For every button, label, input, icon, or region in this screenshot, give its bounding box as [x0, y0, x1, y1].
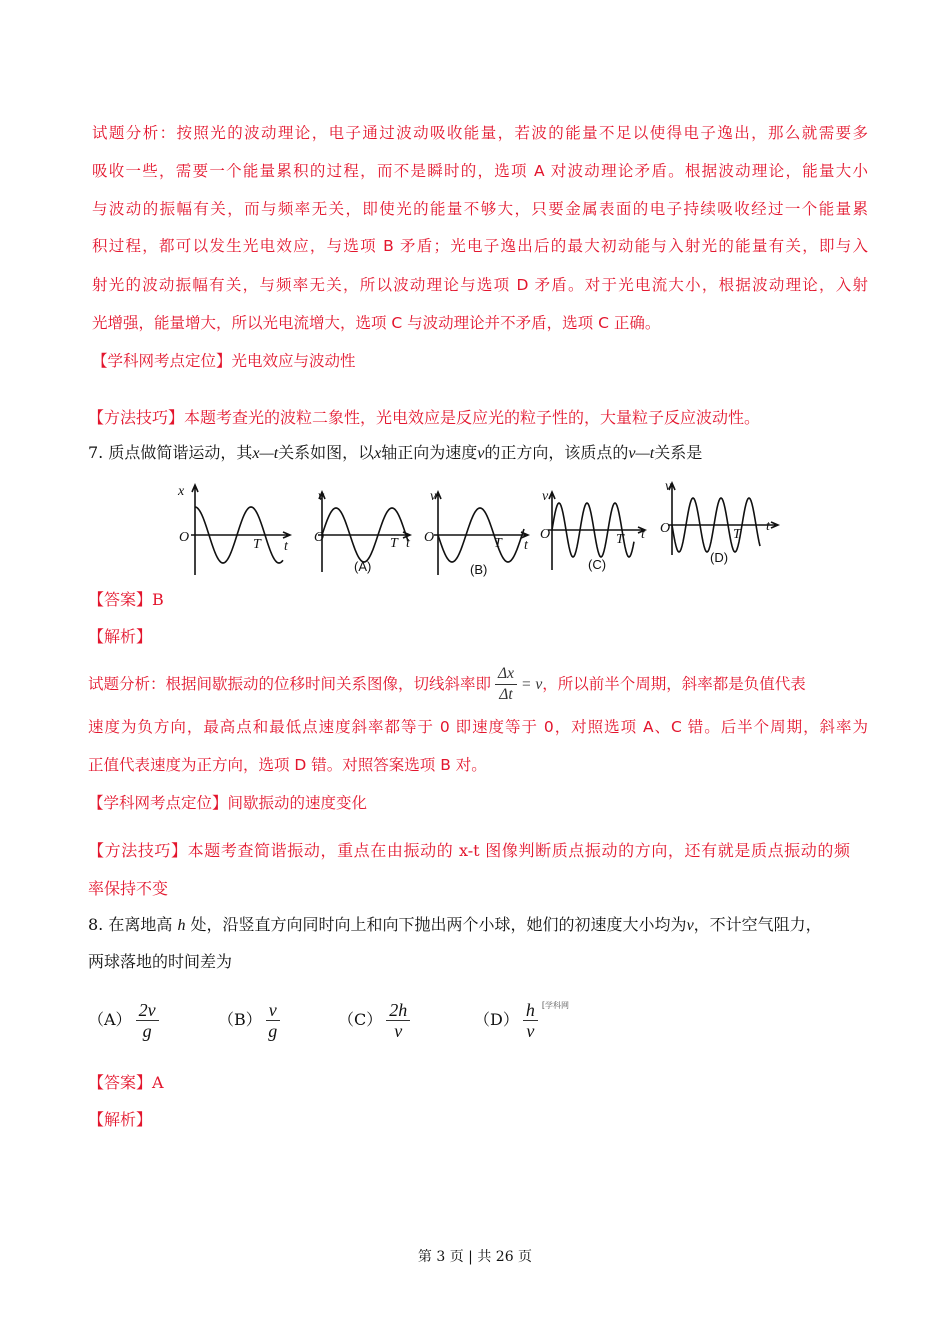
axis-label-v: v [542, 489, 549, 504]
q8-v: v [686, 917, 694, 934]
numerator: 2h [386, 1000, 410, 1021]
option-fraction [523, 1000, 538, 1041]
q8-analysis-label: 【解析】 [88, 1110, 153, 1129]
denominator: g [142, 1021, 152, 1041]
fraction-numerator: Δx [495, 664, 517, 685]
q7-method-tip: 率保持不变 [88, 879, 169, 898]
origin-label: O [660, 521, 671, 536]
axis-label-x: x [178, 484, 185, 499]
q7-answer: 【答案】B [88, 590, 164, 609]
period-label: T [253, 537, 261, 552]
t-label: t [641, 527, 645, 542]
origin-label: O [540, 527, 551, 542]
q7-vt: v—t [628, 445, 655, 462]
q7-text: 的正方向，该质点的 [484, 443, 629, 462]
option-c-label: (C) [588, 557, 607, 572]
period-label: T [494, 536, 502, 551]
option-label: （B） [218, 1010, 262, 1029]
q7-v: v [477, 445, 485, 462]
t-label: t [766, 519, 770, 534]
q7-figure [0, 0, 950, 600]
option-d[interactable] [474, 1000, 569, 1041]
option-label: （C） [338, 1010, 383, 1029]
y-axis [192, 485, 198, 575]
q7-analysis-label: 【解析】 [88, 627, 153, 646]
period-label: T [616, 532, 624, 547]
knowledge-point: 【学科网考点定位】光电效应与波动性 [92, 352, 356, 370]
analysis-line: 吸收一些，需要一个能量累积的过程，而不是瞬时的，选项 A 对波动理论矛盾。根据波动理论，能量大小 [92, 162, 868, 180]
numerator: v [266, 1000, 280, 1021]
denominator: v [526, 1021, 535, 1041]
x-axis [548, 527, 645, 533]
q8-answer: 【答案】A [88, 1073, 164, 1092]
x-axis [191, 532, 290, 538]
x-axis [434, 532, 528, 538]
q7-xt: x—t [252, 445, 279, 462]
fraction-denominator: Δt [499, 686, 513, 703]
period-label: T [390, 536, 398, 551]
period-label: T [733, 527, 741, 542]
q8-text: 处，沿竖直方向同时向上和向下抛出两个小球，她们的初速度大小均为 [190, 915, 687, 934]
q7-text: 轴正向为速度 [381, 443, 478, 462]
q7-analysis-line: 正值代表速度为正方向，选项 D 错。对照答案选项 B 对。 [88, 756, 487, 774]
q7-analysis-line: 速度为负方向，最高点和最低点速度斜率都等于 0 即速度等于 0，对照选项 A、C 错。后半个周期，斜率为 [88, 718, 868, 736]
question-8-line2: 两球落地的时间差为 [88, 952, 233, 971]
source-tag: [学科网 [541, 1001, 569, 1010]
denominator: v [394, 1021, 403, 1041]
origin-label: O [179, 530, 190, 545]
analysis-text: ，所以前半个周期，斜率都是负值代表 [542, 675, 806, 693]
option-c[interactable] [338, 1000, 414, 1041]
option-a-label: (A) [354, 559, 372, 574]
option-label: （D） [474, 1010, 519, 1029]
option-fraction [266, 1000, 280, 1041]
t-label: t [524, 538, 528, 553]
x-axis [668, 522, 778, 528]
analysis-text: 试题分析：根据间歇振动的位移时间关系图像，切线斜率即 [88, 675, 492, 693]
page-footer: 第 3 页 | 共 26 页 [417, 1249, 533, 1265]
option-b[interactable] [218, 1000, 284, 1041]
given-xt-graph [191, 485, 290, 575]
q7-text: 关系是 [654, 443, 703, 462]
q8-text: 8. 在离地高 [88, 915, 173, 934]
option-d-graph [668, 483, 778, 555]
question-8 [88, 914, 864, 937]
method-tip: 【方法技巧】本题考查光的波粒二象性，光电效应是反应光的粒子性的，大量粒子反应波动性。 [88, 408, 761, 427]
origin-label: O [424, 530, 435, 545]
numerator: h [523, 1000, 538, 1021]
t-label: t [284, 539, 288, 554]
y-axis [435, 492, 441, 575]
analysis-line: 试题分析：按照光的波动理论，电子通过波动吸收能量，若波的能量不足以使得电子逸出，那么就需要多 [92, 124, 868, 142]
analysis-line: 积过程，都可以发生光电效应，与选项 B 矛盾；光电子逸出后的最大初动能与入射光的能量有关，即与入 [92, 237, 868, 255]
q7-knowledge-point: 【学科网考点定位】间歇振动的速度变化 [88, 794, 368, 812]
denominator: g [268, 1021, 278, 1041]
analysis-line: 射光的波动振幅有关，与频率无关，所以波动理论与选项 D 矛盾。对于光电流大小，根据波动理论，入射 [92, 276, 868, 294]
q7-x: x [374, 445, 382, 462]
origin-label: O [314, 530, 325, 545]
q7-method-tip: 【方法技巧】本题考查简谐振动，重点在由振动的 x-t 图像判断质点振动的方向，还有就是质点振动的频 [88, 841, 850, 860]
fraction-equals: = v [521, 676, 543, 693]
t-label: t [406, 536, 410, 551]
axis-label-v: v [318, 489, 325, 504]
axis-label-v: v [665, 479, 672, 494]
q7-text: 关系如图，以 [278, 443, 375, 462]
option-fraction [386, 1000, 410, 1041]
axis-label-v: v [430, 489, 437, 504]
option-fraction [136, 1000, 159, 1041]
q8-h: h [177, 917, 186, 934]
option-a[interactable] [88, 1000, 163, 1041]
slope-fraction [495, 664, 517, 705]
numerator: 2v [136, 1000, 159, 1021]
option-d-label: (D) [710, 550, 729, 565]
q8-text: ，不计空气阻力， [693, 915, 822, 934]
q7-text: 7. 质点做简谐运动，其 [88, 443, 253, 462]
option-b-label: (B) [470, 562, 488, 577]
analysis-line: 与波动的振幅有关，而与频率无关，即使光的能量不够大，只要金属表面的电子持续吸收经过一个能量累 [92, 200, 868, 218]
analysis-line: 光增强，能量增大，所以光电流增大，选项 C 与波动理论并不矛盾，选项 C 正确。 [92, 314, 661, 332]
q7-analysis-line [88, 662, 864, 706]
option-label: （A） [88, 1010, 132, 1029]
